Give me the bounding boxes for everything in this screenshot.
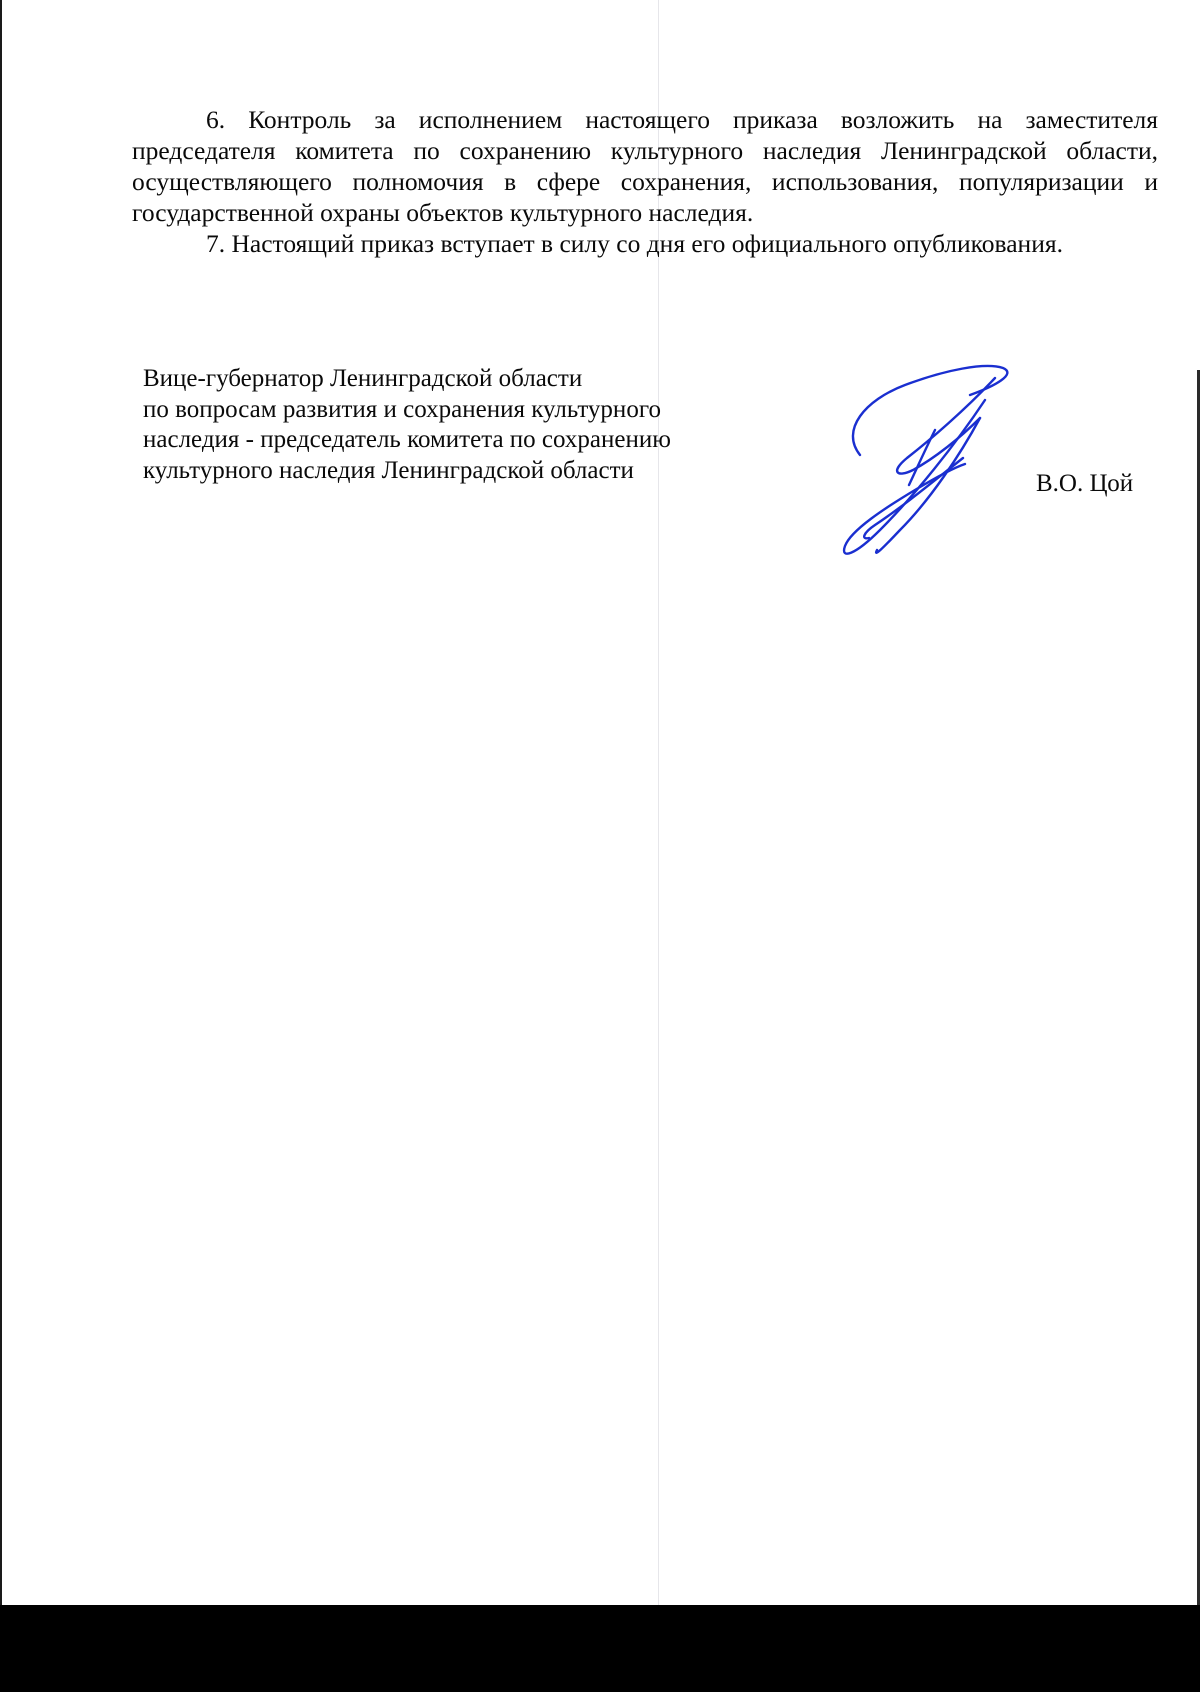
scan-bottom-band [0,1605,1200,1692]
signature-strokes [844,366,1007,554]
signatory-position [143,364,671,486]
order-paragraph-7: 7. Настоящий приказ вступает в силу со дня его официального опубликования. [206,229,1063,258]
order-body [132,104,1158,259]
signatory-position-line: Вице-губернатор Ленинградской области [143,365,583,392]
scan-left-edge [0,0,2,1606]
signatory-name: В.О. Цой [1036,470,1134,497]
order-paragraph-6: 6. Контроль за исполнением настоящего приказа возложить на заместителя председателя комитета по сохранению культурного наследия Ленинградской области, осуществляющего полномочия в сфере сохранения, использования, популяризации и государственной охраны объектов культурного наследия. [132,105,1158,227]
signature-scribble [835,360,1025,560]
signatory-position-line: культурного наследия Ленинградской области [143,456,634,484]
signatory-position-line: наследия - председатель комитета по сохранению [143,426,671,453]
handwritten-signature [835,360,1025,565]
signatory-position-line: по вопросам развития и сохранения культурного [143,395,661,423]
